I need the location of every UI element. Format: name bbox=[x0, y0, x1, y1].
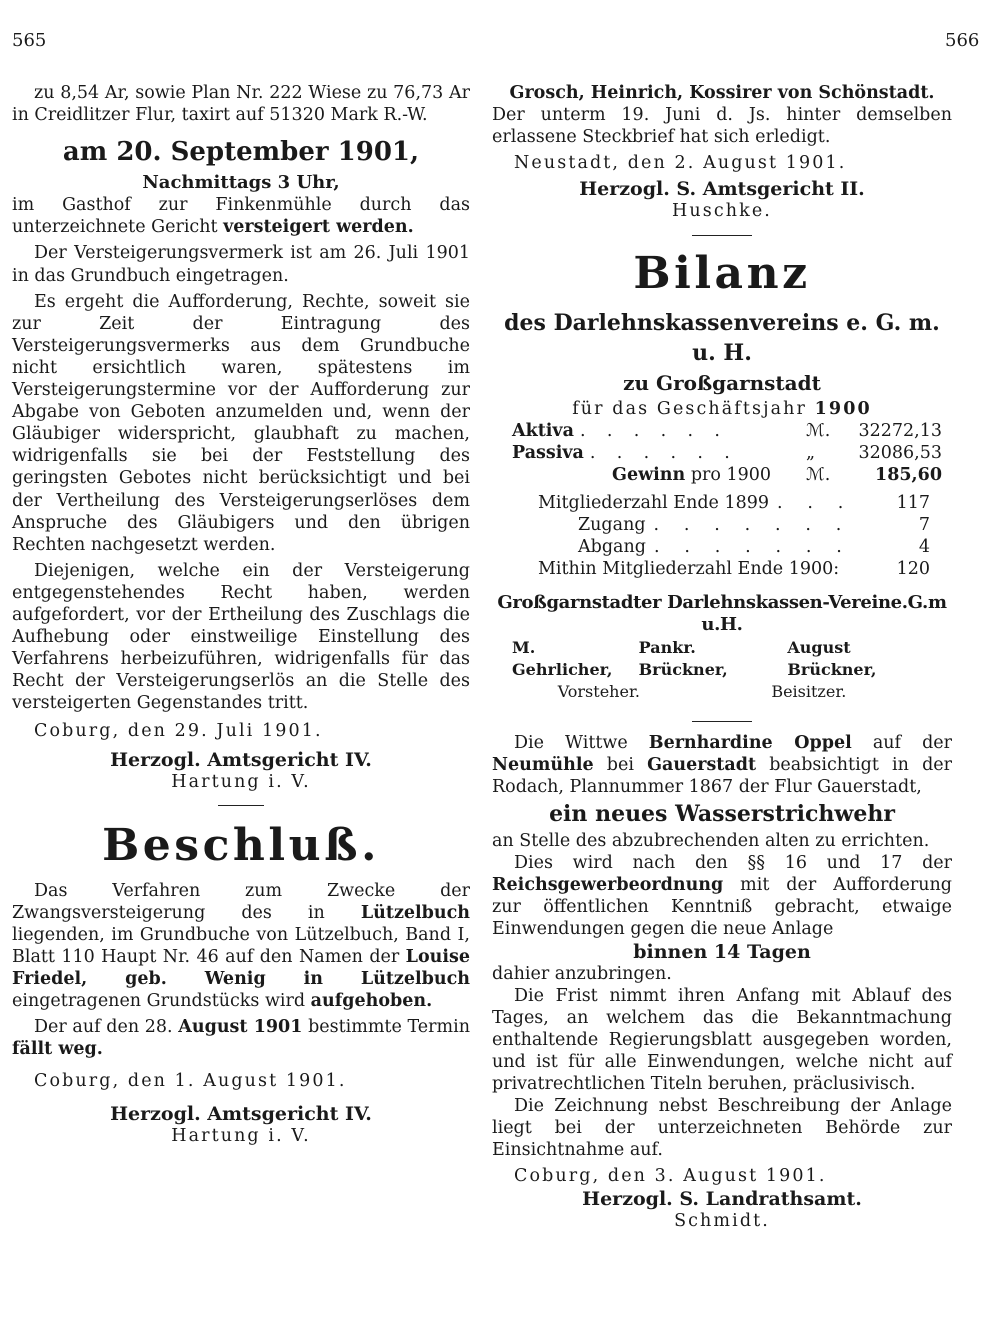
auction-place-text: im Gasthof zur Finkenmühle durch das unterzeichnete Gericht bbox=[12, 195, 470, 238]
mithin-value: 120 bbox=[896, 559, 930, 580]
court-name-1: Herzogl. Amtsgericht IV. bbox=[110, 748, 372, 771]
intro-paragraph: zu 8,54 Ar, sowie Plan Nr. 222 Wiese zu 76,73 Ar in Creidlitzer Flur, taxirt auf 51320 Mark R.-W. bbox=[12, 83, 470, 126]
beschluss-owner: Louise Friedel, geb. Wenig in Lützelbuch bbox=[12, 947, 470, 990]
auction-place bbox=[12, 194, 470, 238]
signature-pankr-brueckner: Pankr. Brückner, bbox=[638, 637, 728, 679]
gewinn-currency: ℳ. bbox=[806, 464, 831, 485]
mithin-row bbox=[538, 558, 930, 580]
binnen-heading: binnen 14 Tagen bbox=[633, 940, 811, 963]
gewinn-row bbox=[512, 464, 942, 486]
oppel-name: Bernhardine Oppel bbox=[648, 732, 852, 753]
beschluss-place: Lützelbuch bbox=[360, 902, 470, 923]
mitglieder-label: Mitgliederzahl Ende 1899 bbox=[538, 492, 770, 513]
zugang-row bbox=[538, 514, 930, 536]
gewinn-label-group bbox=[612, 464, 771, 486]
passiva-dots: . . . . . . bbox=[589, 442, 738, 463]
wehr-heading: ein neues Wasserstrichwehr bbox=[549, 801, 895, 828]
abgang-dots: . . . . . . . bbox=[653, 537, 852, 558]
aktiva-value: 32272,13 bbox=[858, 420, 942, 441]
abgang-label: Abgang bbox=[578, 537, 646, 558]
auction-versteigert: versteigert werden. bbox=[223, 217, 414, 238]
grosch-notice: Der unterm 19. Juni d. Js. hinter demselben erlassene Steckbrief hat sich erledigt. bbox=[492, 105, 952, 148]
signer-1: Hartung i. V. bbox=[171, 771, 311, 792]
place-date-2: Coburg, den 1. August 1901. bbox=[34, 1071, 347, 1092]
court-name-2: Herzogl. Amtsgericht IV. bbox=[110, 1102, 372, 1125]
signature-gehrlicher: M. Gehrlicher, bbox=[512, 637, 613, 679]
dies-text: Dies wird nach den §§ 16 und 17 der bbox=[514, 853, 952, 874]
beschluss-text: liegenden, im Grundbuche von Lützelbuch, Band I, Blatt 110 Haupt Nr. 46 auf den Namen der bbox=[12, 924, 470, 967]
page-number-left: 565 bbox=[12, 30, 47, 51]
zugang-dots: . . . . . . . bbox=[653, 515, 851, 536]
place-date-coburg: Coburg, den 3. August 1901. bbox=[514, 1166, 827, 1187]
oppel-place: Neumühle bbox=[492, 754, 594, 775]
signer-schmidt: Schmidt. bbox=[674, 1210, 770, 1231]
termin-date: August 1901 bbox=[178, 1017, 303, 1038]
zugang-value: 7 bbox=[918, 515, 930, 536]
bilanz-year: 1900 bbox=[814, 398, 872, 419]
oppel-text: Die Wittwe bbox=[514, 732, 649, 753]
bilanz-year-line bbox=[492, 398, 952, 420]
bilanz-subtitle: des Darlehnskassenvereins e. G. m. u. H. bbox=[504, 309, 940, 366]
gewinn-label: Gewinn bbox=[612, 464, 686, 485]
aktiva-label: Aktiva bbox=[512, 420, 574, 441]
role-beisitzer: Beisitzer. bbox=[771, 681, 847, 701]
balance-table bbox=[492, 420, 952, 486]
page-number-right: 566 bbox=[945, 30, 980, 51]
gewinn-year: pro 1900 bbox=[685, 464, 772, 485]
dies-paragraph bbox=[492, 852, 952, 940]
oppel-text: bei bbox=[593, 754, 648, 775]
abgang-value: 4 bbox=[918, 537, 930, 558]
mitglieder-dots: . . . bbox=[777, 492, 853, 513]
wehr-text: an Stelle des abzubrechenden alten zu errichten. bbox=[492, 831, 930, 852]
signer-huschke: Huschke. bbox=[672, 201, 772, 222]
right-column bbox=[492, 82, 952, 1232]
aktiva-row bbox=[512, 420, 942, 442]
signer-2: Hartung i. V. bbox=[171, 1125, 311, 1146]
aktiva-currency: ℳ. bbox=[806, 420, 831, 441]
dies-reich: Reichsgewerbeordnung bbox=[492, 875, 724, 896]
passiva-currency: „ bbox=[806, 442, 816, 463]
oppel-text: beabsichtigt in der Rodach, Plannummer 1867 der Flur Gauerstadt, bbox=[492, 754, 952, 797]
passiva-row bbox=[512, 442, 942, 464]
beschluss-title: Beschluß. bbox=[102, 819, 380, 871]
role-vorsteher: Vorsteher. bbox=[557, 681, 640, 701]
grosch-name: Grosch, Heinrich, Kossirer von Schönstadt. bbox=[509, 83, 935, 103]
mitglieder-row bbox=[538, 492, 930, 514]
termin-paragraph bbox=[12, 1016, 470, 1060]
signatures-row bbox=[492, 637, 952, 681]
aufforderung-paragraph: Es ergeht die Aufforderung, Rechte, soweit sie zur Zeit der Eintragung des Versteigerungsvermerks aus dem Grundbuche nicht ersichtlich waren, spätestens im Versteigerungstermine vor der Aufforderung zur Abgabe von Geboten anzumelden und, wenn der Gläubiger widerspricht, glaubhaft zu machen, widrigenfalls sie bei der Feststellung des geringsten Gebotes nicht berücksichtigt und bei der Vertheilung des Versteigerungserlöses dem Anspruche des Gläubigers und den übrigen Rechten nachgesetzt werden. bbox=[12, 291, 470, 555]
termin-faellt: fällt weg. bbox=[12, 1039, 103, 1060]
frist-paragraph: Die Frist nimmt ihren Anfang mit Ablauf des Tages, an welchem das die Bekanntmachung enthaltende Regierungsblatt ausgegeben worden, und ist für alle Einwendungen, welche nicht auf privatrechtlichen Titeln beruhen, präclusivisch. bbox=[492, 985, 952, 1095]
divider bbox=[692, 235, 752, 236]
zeichnung-paragraph: Die Zeichnung nebst Beschreibung der Anlage liegt bei der unterzeichneten Behörde zur Einsichtnahme auf. bbox=[492, 1096, 952, 1161]
left-column bbox=[12, 82, 470, 1147]
aktiva-dots: . . . . . . bbox=[579, 420, 728, 441]
beschluss-paragraph bbox=[12, 880, 470, 1013]
diejenigen-paragraph: Diejenigen, welche ein der Versteigerung entgegenstehendes Recht haben, werden aufgefordert, vor der Ertheilung des Zuschlags die Aufhebung oder einstweilige Einstellung des Verfahrens herbeizuführen, widrigenfalls für das Recht der Versteigerungserlös an die Stelle des versteigerten Gegenstandes tritt. bbox=[12, 560, 470, 714]
dies-text: mit der Aufforderung zur öffentlichen Kenntniß gebracht, etwaige Einwendungen gegen die neue Anlage bbox=[492, 875, 952, 940]
divider bbox=[218, 805, 264, 806]
place-date-1: Coburg, den 29. Juli 1901. bbox=[34, 721, 323, 742]
mithin-label: Mithin Mitgliederzahl Ende 1900: bbox=[538, 559, 840, 580]
vermerk-paragraph: Der Versteigerungsvermerk ist am 26. Juli 1901 in das Grundbuch eingetragen. bbox=[12, 243, 470, 286]
auction-time: Nachmittags 3 Uhr, bbox=[142, 172, 340, 194]
oppel-paragraph bbox=[492, 732, 952, 798]
divider bbox=[692, 721, 752, 722]
court-neustadt: Herzogl. S. Amtsgericht II. bbox=[579, 178, 865, 201]
auction-date-heading: am 20. September 1901, bbox=[62, 137, 420, 168]
termin-text: bestimmte Termin bbox=[302, 1017, 470, 1038]
passiva-label: Passiva bbox=[512, 442, 584, 463]
roles-row bbox=[492, 681, 952, 703]
oppel-town: Gauerstadt bbox=[647, 754, 757, 775]
beschluss-text: eingetragenen Grundstücks wird bbox=[12, 991, 311, 1012]
member-stats bbox=[492, 492, 952, 580]
court-landrathsamt: Herzogl. S. Landrathsamt. bbox=[582, 1187, 862, 1210]
mitglieder-value: 117 bbox=[896, 492, 930, 513]
dahier-text: dahier anzubringen. bbox=[492, 963, 672, 984]
bilanz-place: zu Großgarnstadt bbox=[623, 370, 821, 395]
bilanz-year-text: für das Geschäftsjahr bbox=[572, 398, 815, 419]
passiva-value: 32086,53 bbox=[858, 442, 942, 463]
beschluss-text: Das Verfahren zum Zwecke der Zwangsversteigerung des in bbox=[12, 880, 470, 923]
abgang-row bbox=[538, 536, 930, 558]
termin-text: Der auf den 28. bbox=[34, 1017, 179, 1038]
gewinn-value: 185,60 bbox=[875, 464, 942, 485]
verein-name: Großgarnstadter Darlehnskassen-Vereine.G.m u.H. bbox=[497, 592, 947, 636]
beschluss-aufgehoben: aufgehoben. bbox=[310, 991, 433, 1012]
place-date-neustadt: Neustadt, den 2. August 1901. bbox=[514, 153, 847, 174]
oppel-text: auf der bbox=[851, 732, 952, 753]
bilanz-title: Bilanz bbox=[633, 247, 811, 299]
signature-august-brueckner: August Brückner, bbox=[787, 637, 877, 679]
zugang-label: Zugang bbox=[578, 515, 646, 536]
